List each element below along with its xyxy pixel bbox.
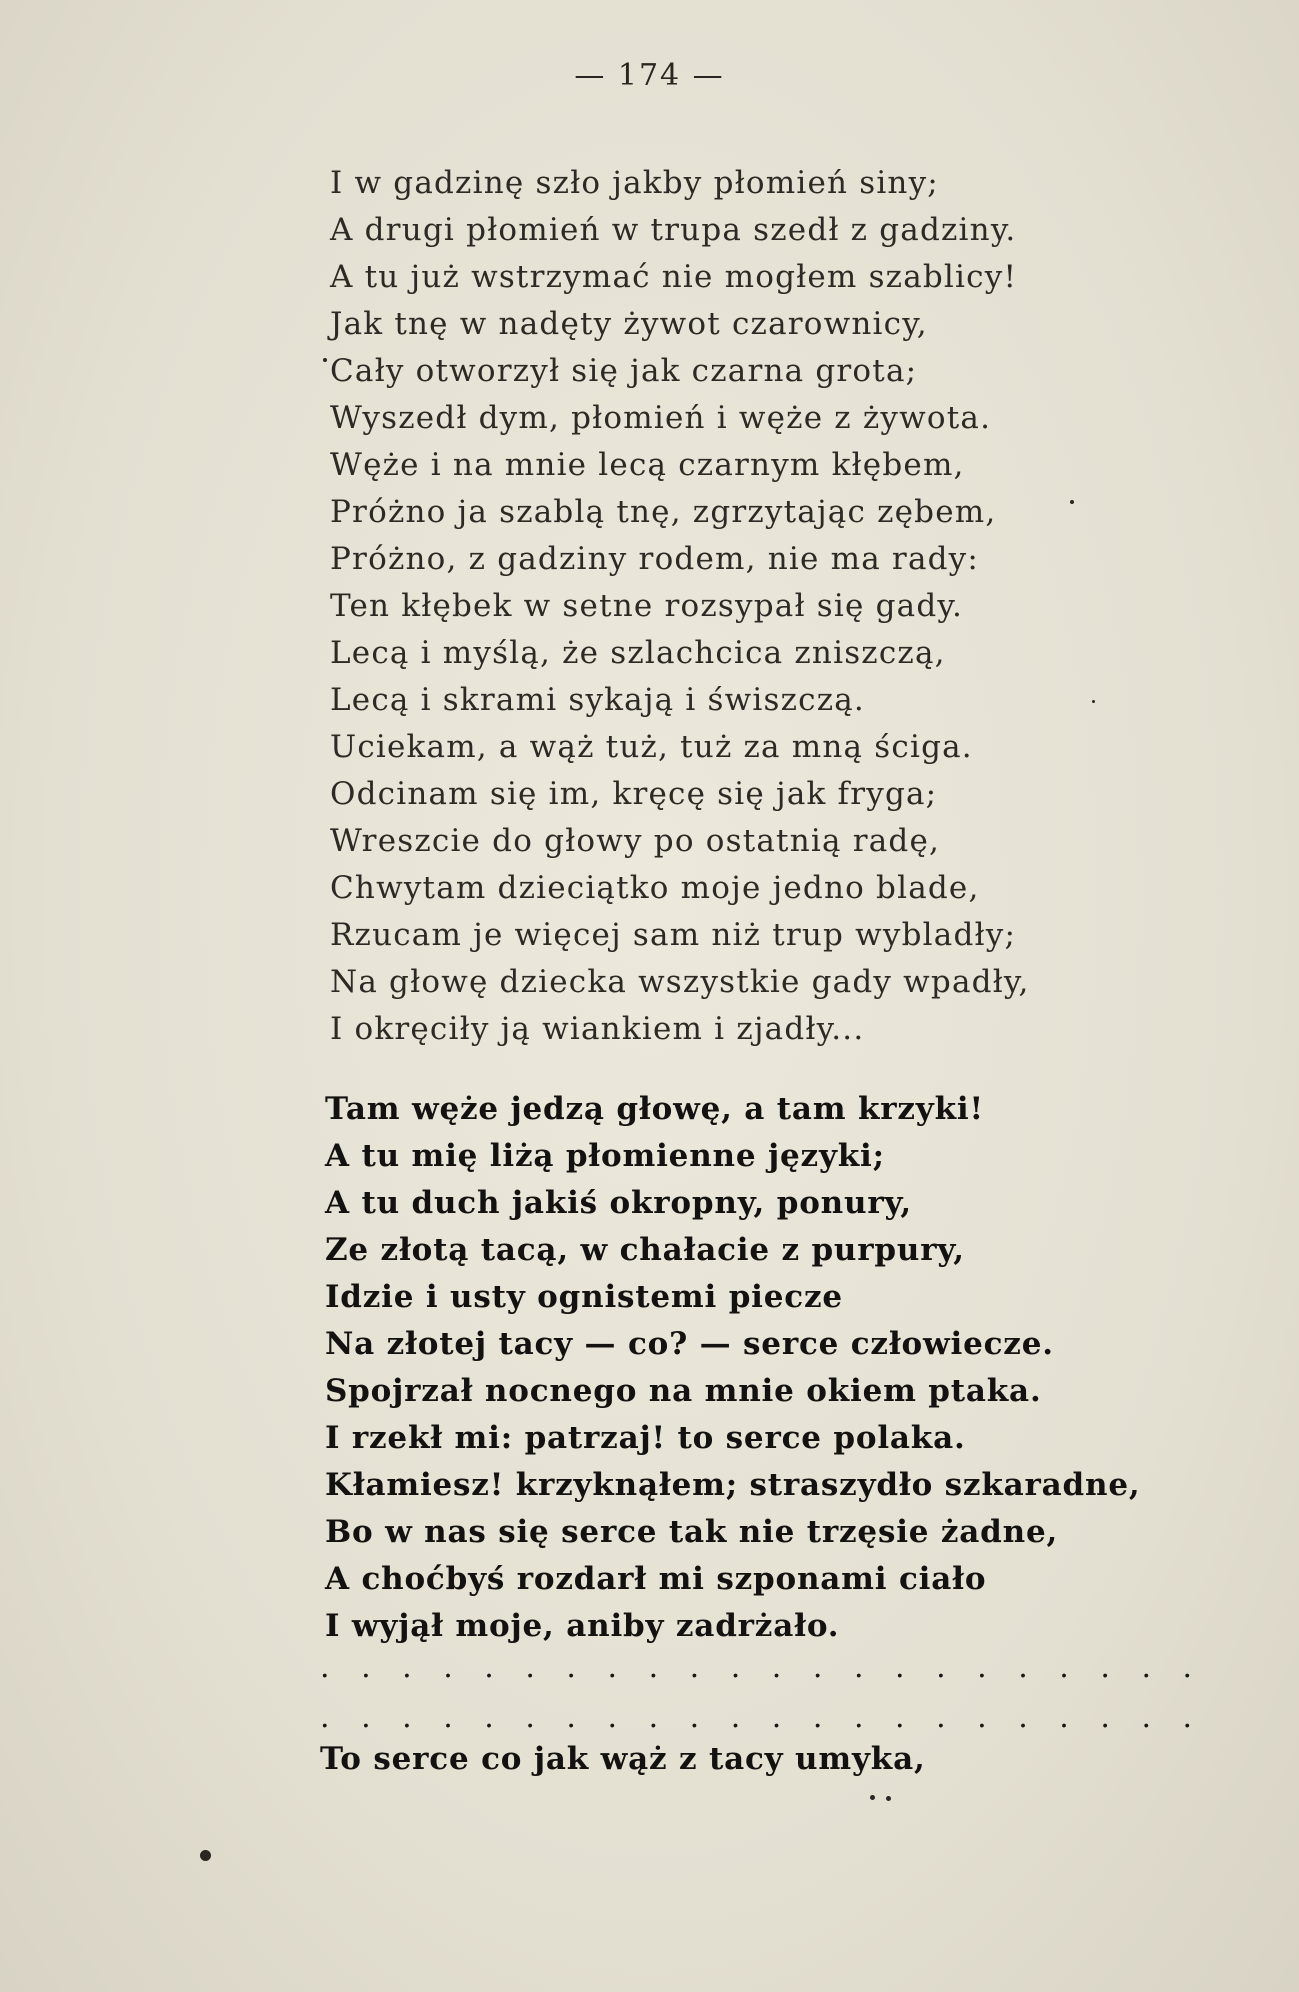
verse-line: Lecą i myślą, że szlachcica zniszczą, — [330, 635, 946, 671]
verse-line: A drugi płomień w trupa szedł z gadziny. — [330, 212, 1017, 248]
verse-line: Bo w nas się serce tak nie trzęsie żadne, — [325, 1514, 1059, 1550]
verse-line: Rzucam je więcej sam niż trup wybladły; — [330, 917, 1017, 953]
verse-line: I w gadzinę szło jakby płomień siny; — [330, 165, 939, 201]
verse-line: I okręciły ją wiankiem i zjadły... — [330, 1011, 865, 1047]
ink-speck — [1092, 700, 1095, 703]
verse-line: Jak tnę w nadęty żywot czarownicy, — [330, 306, 928, 342]
verse-line: Na głowę dziecka wszystkie gady wpadły, — [330, 964, 1030, 1000]
ink-speck — [323, 358, 327, 362]
page-number: — 174 — — [574, 58, 725, 93]
ellipsis-row: . . . . . . . . . . . . . . . . . . . . . . — [320, 1650, 1204, 1685]
verse-line: Tam węże jedzą głowę, a tam krzyki! — [325, 1091, 984, 1127]
verse-line: A choćbyś rozdarł mi szponami ciało — [325, 1561, 987, 1597]
stanza-1 — [330, 160, 1110, 1053]
verse-line: Lecą i skrami sykają i świszczą. — [330, 682, 865, 718]
verse-line: Spojrzał nocnego na mnie okiem ptaka. — [325, 1373, 1042, 1409]
stanza-2 — [325, 1086, 1141, 1650]
verse-line: Kłamiesz! krzyknąłem; straszydło szkaradne, — [325, 1467, 1141, 1503]
ink-speck — [200, 1850, 211, 1861]
verse-line: Ten kłębek w setne rozsypał się gady. — [330, 588, 964, 624]
ink-speck — [886, 1796, 891, 1801]
verse-line: Próżno, z gadziny rodem, nie ma rady: — [330, 541, 980, 577]
verse-line: Idzie i usty ognistemi piecze — [325, 1279, 843, 1315]
verse-line: A tu już wstrzymać nie mogłem szablicy! — [330, 259, 1018, 295]
verse-line: Chwytam dzieciątko moje jedno blade, — [330, 870, 980, 906]
verse-line-last: To serce co jak wąż z tacy umyka, — [320, 1741, 926, 1777]
verse-line: Odcinam się im, kręcę się jak fryga; — [330, 776, 938, 812]
verse-line: A tu mię liżą płomienne języki; — [325, 1138, 885, 1174]
verse-line: A tu duch jakiś okropny, ponury, — [325, 1185, 912, 1221]
verse-line: Węże i na mnie lecą czarnym kłębem, — [330, 447, 965, 483]
verse-line: Na złotej tacy — co? — serce człowiecze. — [325, 1326, 1054, 1362]
verse-line: Próżno ja szablą tnę, zgrzytając zębem, — [330, 494, 997, 530]
verse-line: Uciekam, a wąż tuż, tuż za mną ściga. — [330, 729, 973, 765]
verse-line: Ze złotą tacą, w chałacie z purpury, — [325, 1232, 965, 1268]
verse-line: Wyszedł dym, płomień i węże z żywota. — [330, 400, 992, 436]
verse-line: Wreszcie do głowy po ostatnią radę, — [330, 823, 941, 859]
ink-speck — [1070, 500, 1074, 504]
verse-line: I rzekł mi: patrzaj! to serce polaka. — [325, 1420, 966, 1456]
verse-line: Cały otworzył się jak czarna grota; — [330, 353, 918, 389]
ellipsis-row: . . . . . . . . . . . . . . . . . . . . . . — [320, 1700, 1204, 1735]
verse-line: I wyjął moje, aniby zadrżało. — [325, 1608, 840, 1644]
ink-speck — [870, 1795, 875, 1800]
